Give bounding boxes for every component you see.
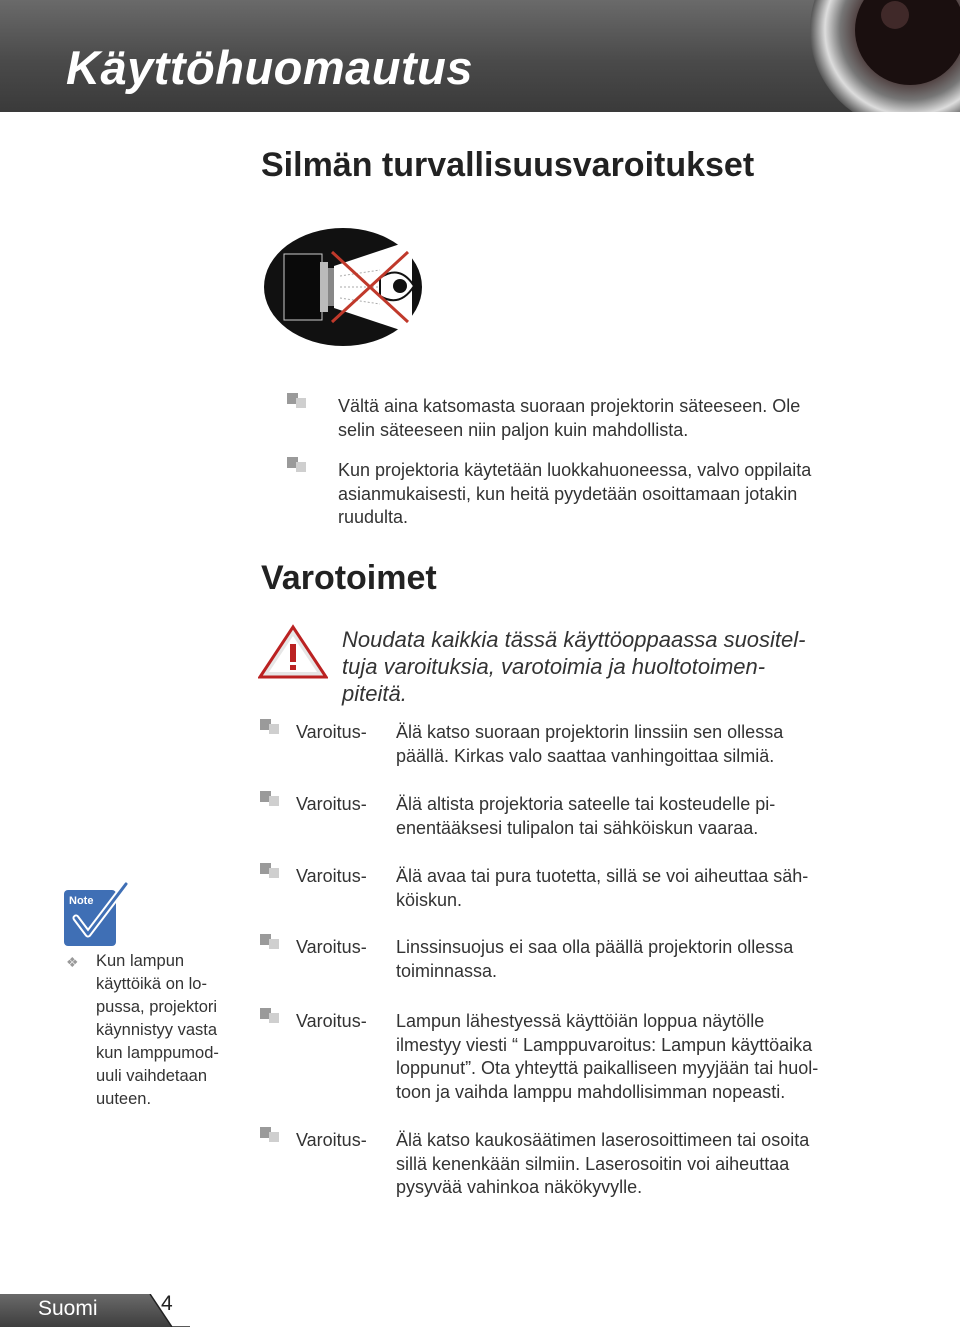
precautions-intro: Noudata kaikkia tässä käyttöoppaassa suositel- tuja varoituksia, varotoimia ja huoltotoimen- piteitä. [342, 627, 806, 706]
warning-text: Älä katso suoraan projektorin linssiin sen ollessa päällä. Kirkas valo saattaa vanhingoittaa silmiä. [396, 722, 784, 766]
page-title: Käyttöhuomautus [66, 41, 473, 94]
warning-label: Varoitus- [296, 794, 367, 814]
bullet-square-icon [287, 457, 307, 473]
warning-label: Varoitus- [296, 937, 367, 957]
note-badge-label: Note [69, 895, 94, 907]
footer-language: Suomi [38, 1297, 98, 1320]
diamond-bullet-icon: ❖ [66, 954, 79, 970]
bullet-square-icon [260, 1008, 280, 1024]
projector-lens-graphic [800, 0, 960, 112]
warning-label: Varoitus- [296, 722, 367, 742]
warning-label: Varoitus- [296, 1011, 367, 1031]
warning-text: Linssinsuojus ei saa olla päällä projektorin ollessa toiminnassa. [396, 937, 794, 981]
bullet-square-icon [260, 863, 280, 879]
warning-text: Lampun lähestyessä käyttöiän loppua näytölle ilmestyy viesti “ Lamppuvaroitus: Lampun käyttöaika loppunut”. Ota yhteyttä paikalliseen myyjään tai huol- toon ja vaihda lamppu mahdollisimman nopeasti. [396, 1011, 819, 1102]
warning-triangle-icon [258, 624, 328, 680]
do-not-look-into-beam-icon [262, 226, 424, 348]
eye-safety-bullet-1: Vältä aina katsomasta suoraan projektorin säteeseen. Ole selin säteeseen niin paljon kuin mahdollista. [338, 396, 801, 440]
bullet-square-icon [260, 791, 280, 807]
warning-text: Älä altista projektoria sateelle tai kosteudelle pi- enentääksesi tulipalon tai sähköiskun vaaraa. [396, 794, 776, 838]
warning-text: Älä katso kaukosäätimen laserosoittimeen tai osoita sillä kenenkään silmiin. Laserosoitin voi aiheuttaa pysyvää vahinkoa näkökyvylle. [396, 1130, 810, 1197]
eye-safety-heading: Silmän turvallisuusvaroitukset [261, 146, 755, 184]
precautions-heading: Varotoimet [261, 559, 437, 597]
warning-label: Varoitus- [296, 1130, 367, 1150]
warning-text: Älä avaa tai pura tuotetta, sillä se voi aiheuttaa säh- köiskun. [396, 866, 809, 910]
bullet-square-icon [260, 1127, 280, 1143]
warning-label: Varoitus- [296, 866, 367, 886]
note-text: Kun lampun käyttöikä on lo- pussa, projektori käynnistyy vasta kun lamppumod- uuli vaihdetaan uuteen. [96, 952, 219, 1108]
bullet-square-icon [260, 719, 280, 735]
page-number: 4 [161, 1292, 173, 1315]
page-header [0, 0, 960, 112]
bullet-square-icon [260, 934, 280, 950]
note-badge-icon [62, 882, 130, 948]
bullet-square-icon [287, 393, 307, 409]
eye-safety-bullet-2: Kun projektoria käytetään luokkahuoneessa, valvo oppilaita asianmukaisesti, kun heitä pyydetään osoittamaan jotakin ruudulta. [338, 460, 812, 527]
